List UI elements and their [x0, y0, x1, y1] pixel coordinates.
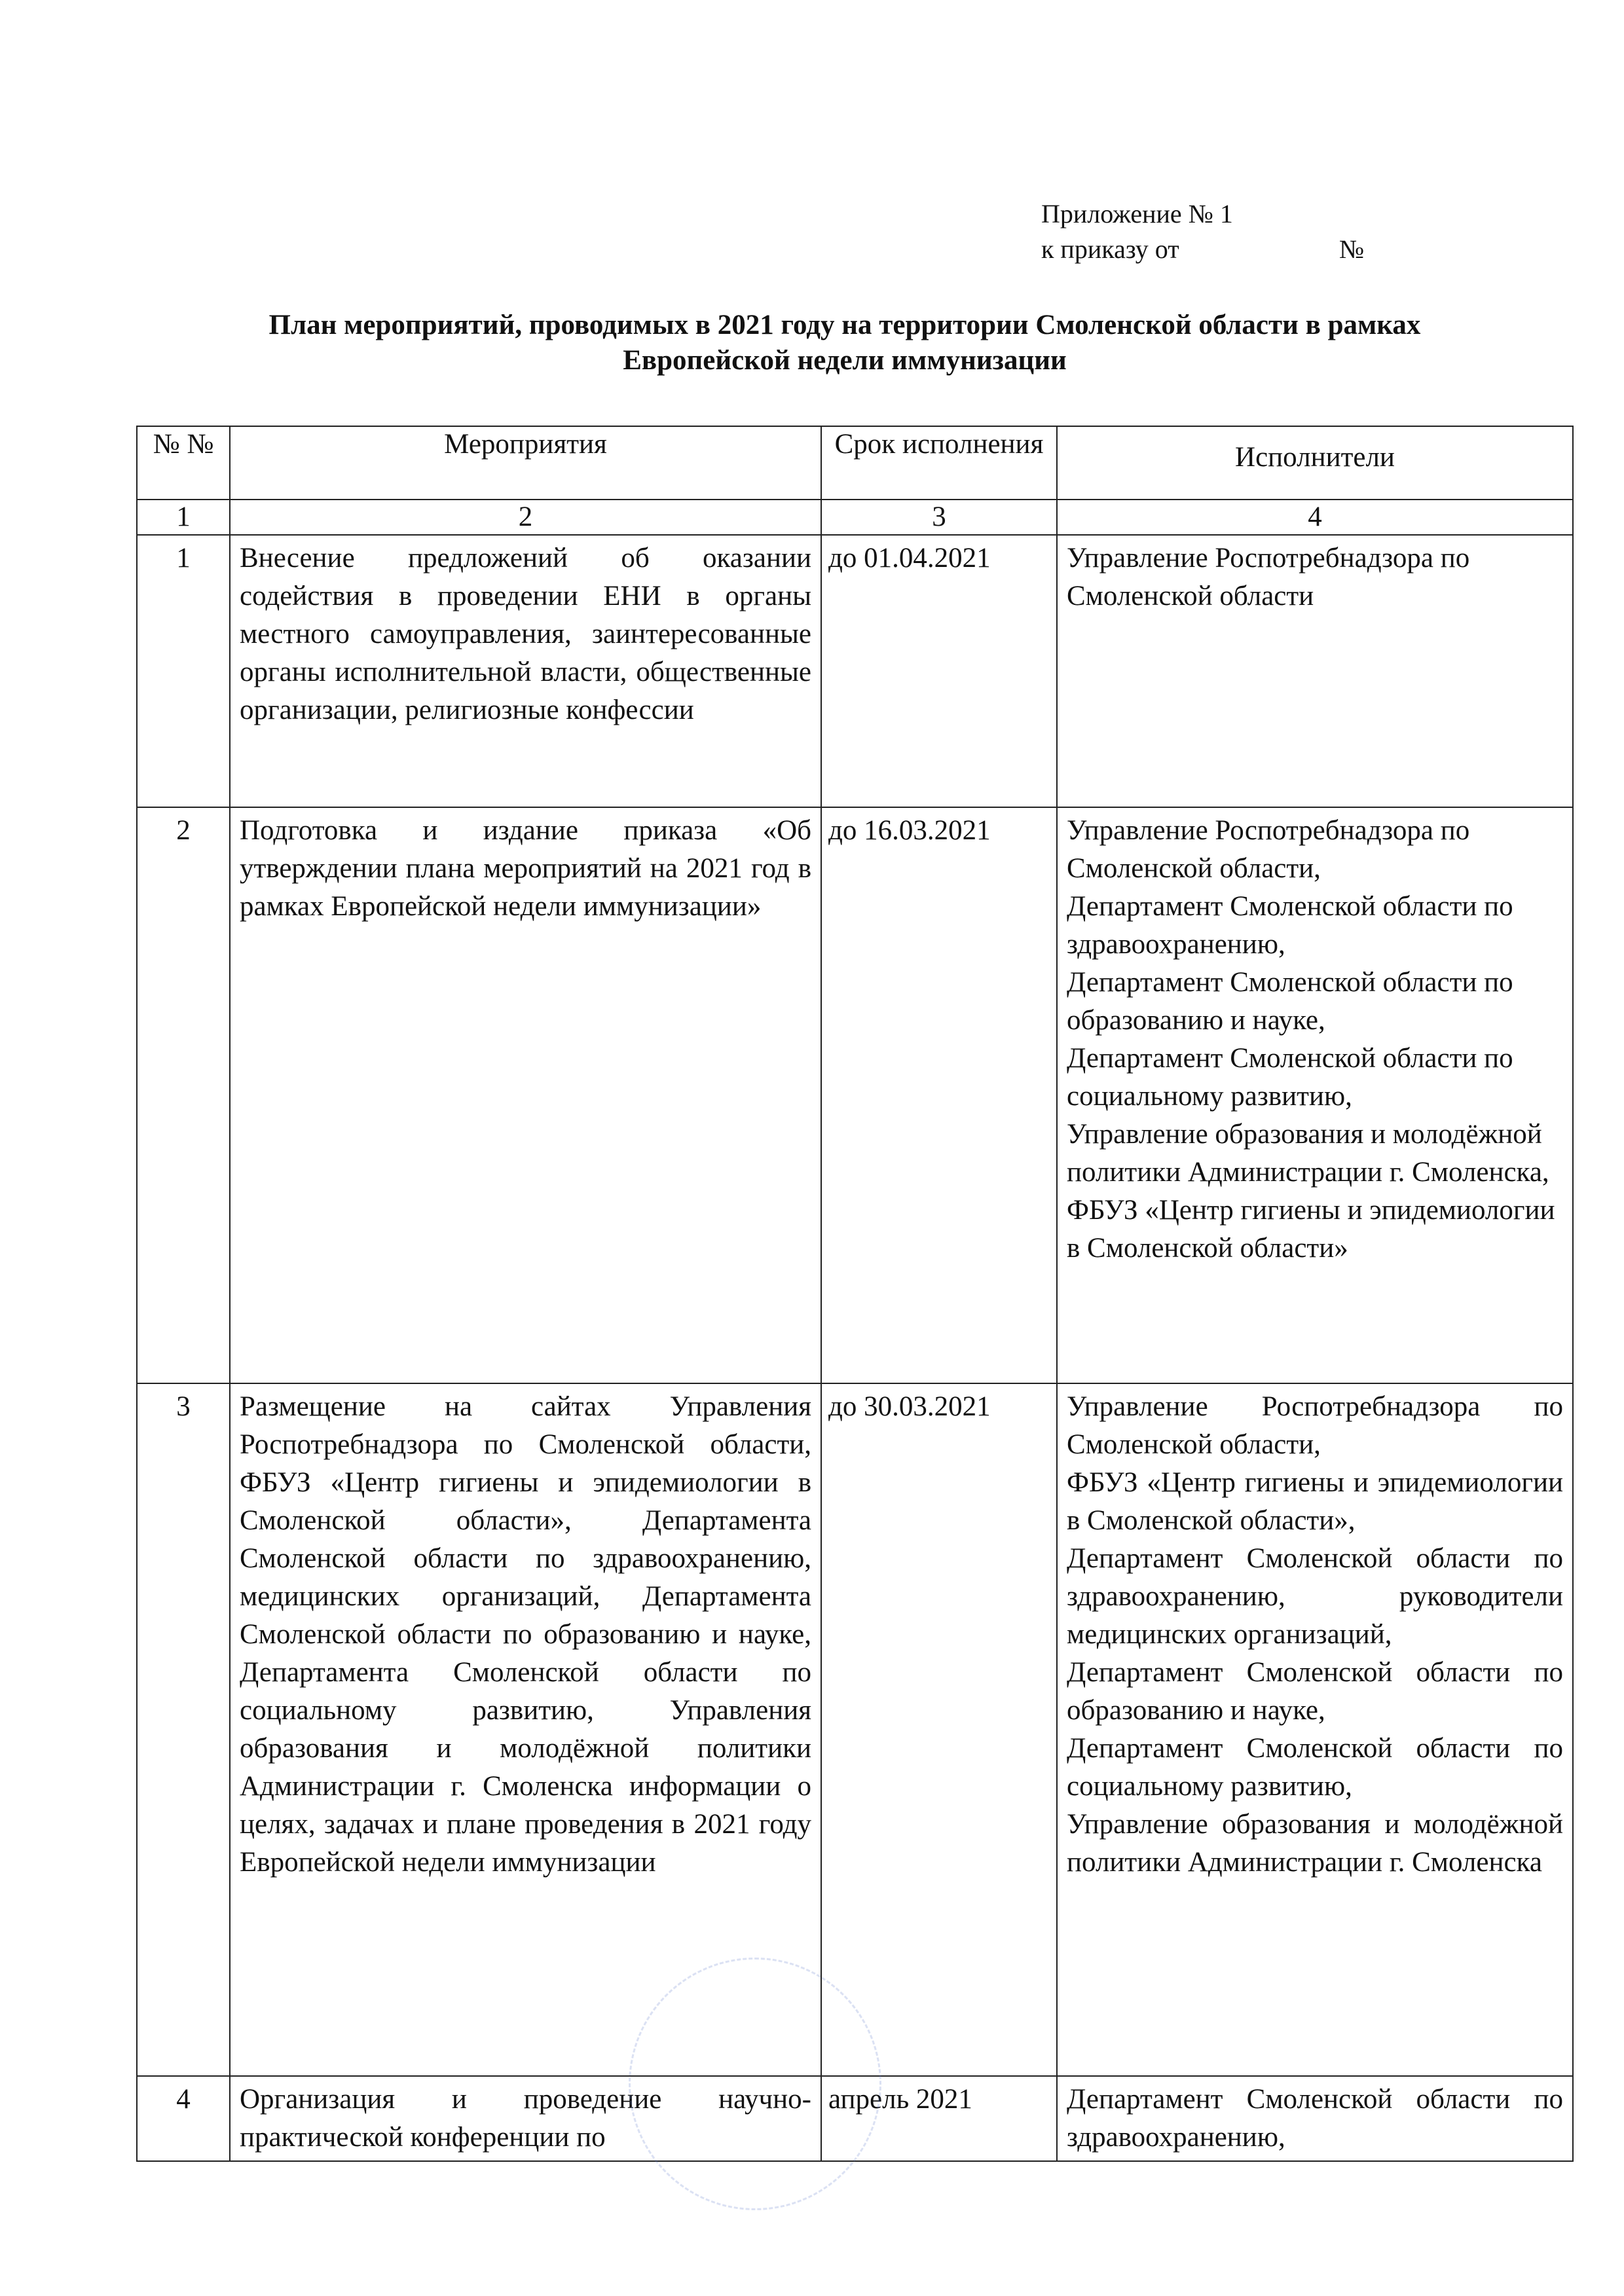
- header-activity: Мероприятия: [230, 426, 821, 500]
- executor-line: Департамент Смоленской области по здравоохранению,: [1067, 891, 1513, 960]
- row-term: до 01.04.2021: [821, 535, 1057, 807]
- table-row: [137, 1383, 1573, 2076]
- row-activity: Внесение предложений об оказании содействия в проведении ЕНИ в органы местного самоуправления, заинтересованные органы исполнительной власти, общественные организации, религиозные конфессии: [230, 535, 821, 807]
- row-executors: [1057, 535, 1573, 807]
- appendix-order-prefix: к приказу от: [1041, 234, 1179, 264]
- row-activity: Организация и проведение научно-практической конференции по: [230, 2076, 821, 2161]
- column-index-cell: 1: [137, 500, 230, 535]
- executor-line: Департамент Смоленской области по социальному развитию,: [1067, 1733, 1563, 1802]
- column-index-cell: 4: [1057, 500, 1573, 535]
- row-number: 3: [137, 1383, 230, 2076]
- column-index-cell: 3: [821, 500, 1057, 535]
- row-executors: [1057, 2076, 1573, 2161]
- column-index-cell: 2: [230, 500, 821, 535]
- executor-line: ФБУЗ «Центр гигиены и эпидемиологии в Смоленской области»,: [1067, 1467, 1563, 1536]
- row-number: 4: [137, 2076, 230, 2161]
- plan-table: [136, 426, 1574, 2162]
- column-index-row: [137, 500, 1573, 535]
- executor-line: Департамент Смоленской области по здравоохранению, руководители медицинских организаций,: [1067, 1543, 1563, 1650]
- executor-line: Управление образования и молодёжной политики Администрации г. Смоленска,: [1067, 1119, 1549, 1188]
- row-number: 1: [137, 535, 230, 807]
- table-row: [137, 2076, 1573, 2161]
- row-executors: [1057, 807, 1573, 1383]
- page-title: План мероприятий, проводимых в 2021 году на территории Смоленской области в рамках Европейской недели иммунизации: [268, 310, 1421, 376]
- executor-line: Управление Роспотребнадзора по Смоленской области: [1067, 543, 1470, 611]
- header-executors: Исполнители: [1057, 426, 1573, 500]
- appendix-number-sign: №: [1339, 234, 1365, 264]
- row-number: 2: [137, 807, 230, 1383]
- row-executors: [1057, 1383, 1573, 2076]
- executor-line: Департамент Смоленской области по образованию и науке,: [1067, 1657, 1563, 1726]
- executor-line: Управление образования и молодёжной политики Администрации г. Смоленска: [1067, 1809, 1563, 1878]
- executor-line: Департамент Смоленской области по образованию и науке,: [1067, 967, 1513, 1036]
- row-activity: Подготовка и издание приказа «Об утверждении плана мероприятий на 2021 год в рамках Европейской недели иммунизации»: [230, 807, 821, 1383]
- executor-line: Управление Роспотребнадзора по Смоленской области,: [1067, 1391, 1563, 1460]
- table-row: [137, 807, 1573, 1383]
- row-term: до 16.03.2021: [821, 807, 1057, 1383]
- appendix-line-1: Приложение № 1: [1041, 199, 1233, 228]
- appendix-line-2: [1041, 232, 1365, 267]
- table-header-row: [137, 426, 1573, 500]
- row-term: до 30.03.2021: [821, 1383, 1057, 2076]
- header-num: № №: [137, 426, 230, 500]
- appendix-block: [1041, 196, 1365, 267]
- executor-line: Департамент Смоленской области по здравоохранению,: [1067, 2084, 1563, 2153]
- executor-line: Управление Роспотребнадзора по Смоленской области,: [1067, 815, 1470, 884]
- row-activity: Размещение на сайтах Управления Роспотребнадзора по Смоленской области, ФБУЗ «Центр гигиены и эпидемиологии в Смоленской области», Департамента Смоленской области по здравоохранению, медицинских организаций, Департамента Смоленской области по образованию и науке, Департамента Смоленской области по социальному развитию, Управления образования и молодёжной политики Администрации г. Смоленска информации о целях, задачах и плане проведения в 2021 году Европейской недели иммунизации: [230, 1383, 821, 2076]
- row-term: апрель 2021: [821, 2076, 1057, 2161]
- table-row: [137, 535, 1573, 807]
- executor-line: Департамент Смоленской области по социальному развитию,: [1067, 1043, 1513, 1112]
- executor-line: ФБУЗ «Центр гигиены и эпидемиологии в Смоленской области»: [1067, 1195, 1555, 1264]
- header-term: Срок исполнения: [821, 426, 1057, 500]
